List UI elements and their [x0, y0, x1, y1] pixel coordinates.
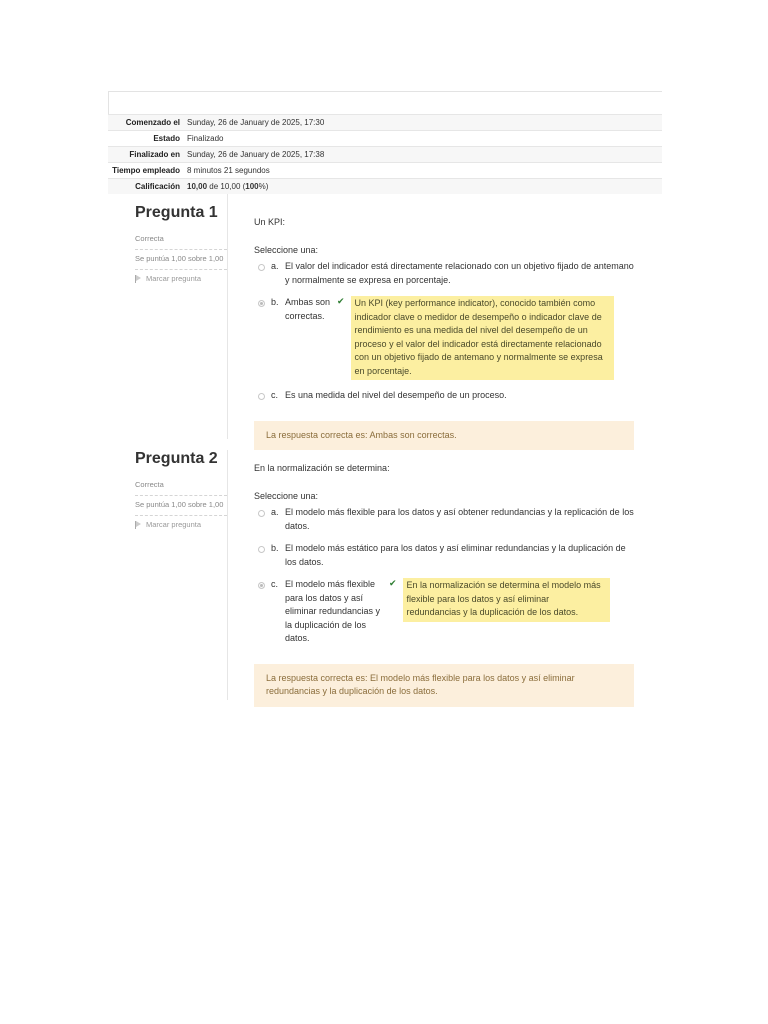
question-content — [228, 450, 662, 700]
flag-question-button[interactable] — [135, 274, 227, 283]
answer-text: El modelo más flexible para los datos y así obtener redundancias y la replicación de los datos. — [285, 507, 634, 531]
question-grade: Se puntúa 1,00 sobre 1,00 — [135, 254, 227, 270]
summary-value: Sunday, 26 de January de 2025, 17:30 — [187, 118, 325, 127]
grade-end: %) — [258, 182, 269, 191]
quiz-review-page — [108, 91, 662, 700]
summary-row-started — [108, 115, 662, 131]
answer-text: El valor del indicador está directamente relacionado con un objetivo fijado de antemano y normalmente se expresa en porcentaje. — [285, 261, 634, 285]
check-icon: ✔ — [337, 296, 345, 306]
summary-row-state — [108, 131, 662, 147]
answer-feedback: En la normalización se determina el modelo más flexible para los datos y así eliminar redundancias y la duplicación de los datos. — [403, 578, 610, 622]
summary-row-finished — [108, 147, 662, 163]
radio-icon[interactable] — [258, 582, 265, 589]
flag-question-label: Marcar pregunta — [146, 274, 202, 283]
summary-value — [184, 179, 662, 195]
answer-option-a[interactable] — [254, 260, 634, 287]
attempt-summary-table — [108, 114, 662, 194]
answer-text: Es una medida del nivel del desempeño de un proceso. — [285, 390, 507, 400]
question-text: Un KPI: — [254, 217, 286, 227]
flag-icon — [135, 275, 142, 283]
question-state: Correcta — [135, 480, 227, 496]
summary-label: Tiempo empleado — [112, 166, 180, 175]
answer-option-b[interactable] — [254, 296, 634, 380]
summary-row-time — [108, 163, 662, 179]
radio-icon[interactable] — [258, 393, 265, 400]
answer-letter: b. — [271, 543, 279, 553]
answer-option-c[interactable] — [254, 578, 634, 646]
summary-value: Sunday, 26 de January de 2025, 17:38 — [187, 150, 325, 159]
answer-option-b[interactable] — [254, 542, 634, 569]
grade-score: 10,00 — [187, 182, 208, 191]
summary-value: Finalizado — [187, 134, 224, 143]
radio-icon[interactable] — [258, 546, 265, 553]
answer-feedback: Un KPI (key performance indicator), conocido también como indicador clave o medidor de desempeño o indicador clave de rendimiento es una medida del nivel del desempeño de un proceso y el valor del indicador está directamente relacionado con un objetivo fijado de antemano y normalmente se expresa en porcentaje. — [351, 296, 614, 380]
answer-letter: c. — [271, 390, 279, 400]
answer-text: El modelo más flexible para los datos y así eliminar redundancias y la duplicación de los datos. — [285, 579, 381, 643]
grade-percent: 100 — [245, 182, 259, 191]
question-number: 2 — [208, 450, 218, 467]
answer-letter: c. — [271, 579, 279, 589]
question-title-prefix: Pregunta — [135, 450, 209, 467]
top-spacer — [108, 92, 662, 114]
answer-text: El modelo más estático para los datos y así eliminar redundancias y la duplicación de los datos. — [285, 543, 626, 567]
summary-label: Estado — [153, 134, 180, 143]
question-state: Correcta — [135, 234, 227, 250]
answer-letter: a. — [271, 507, 279, 517]
summary-label: Comenzado el — [125, 118, 180, 127]
question-1 — [108, 194, 662, 439]
radio-icon[interactable] — [258, 264, 265, 271]
question-title — [135, 204, 227, 222]
grade-max: de 10,00 ( — [207, 182, 246, 191]
question-title-prefix: Pregunta — [135, 204, 209, 221]
summary-label: Calificación — [135, 182, 180, 191]
question-info — [108, 194, 228, 439]
answer-option-a[interactable] — [254, 506, 634, 533]
summary-label: Finalizado en — [129, 150, 180, 159]
answer-letter: a. — [271, 261, 279, 271]
question-content — [228, 194, 662, 439]
answer-text: Ambas son correctas. — [285, 297, 331, 321]
question-title — [135, 450, 227, 468]
question-grade: Se puntúa 1,00 sobre 1,00 — [135, 500, 227, 516]
question-number: 1 — [208, 204, 218, 221]
question-info — [108, 450, 228, 700]
answer-prompt: Seleccione una: — [254, 491, 319, 501]
flag-icon — [135, 521, 142, 529]
question-text: En la normalización se determina: — [254, 463, 390, 473]
answer-letter: b. — [271, 297, 279, 307]
check-icon: ✔ — [389, 578, 397, 588]
summary-row-grade — [108, 179, 662, 195]
right-answer-box: La respuesta correcta es: El modelo más flexible para los datos y así eliminar redundancias y la duplicación de los datos. — [254, 664, 634, 707]
flag-question-label: Marcar pregunta — [146, 520, 202, 529]
right-answer-box: La respuesta correcta es: Ambas son correctas. — [254, 421, 634, 451]
flag-question-button[interactable] — [135, 520, 227, 529]
radio-icon[interactable] — [258, 510, 265, 517]
question-2 — [108, 450, 662, 700]
answer-prompt: Seleccione una: — [254, 245, 319, 255]
radio-icon[interactable] — [258, 300, 265, 307]
summary-value: 8 minutos 21 segundos — [187, 166, 270, 175]
answer-option-c[interactable] — [254, 389, 634, 403]
